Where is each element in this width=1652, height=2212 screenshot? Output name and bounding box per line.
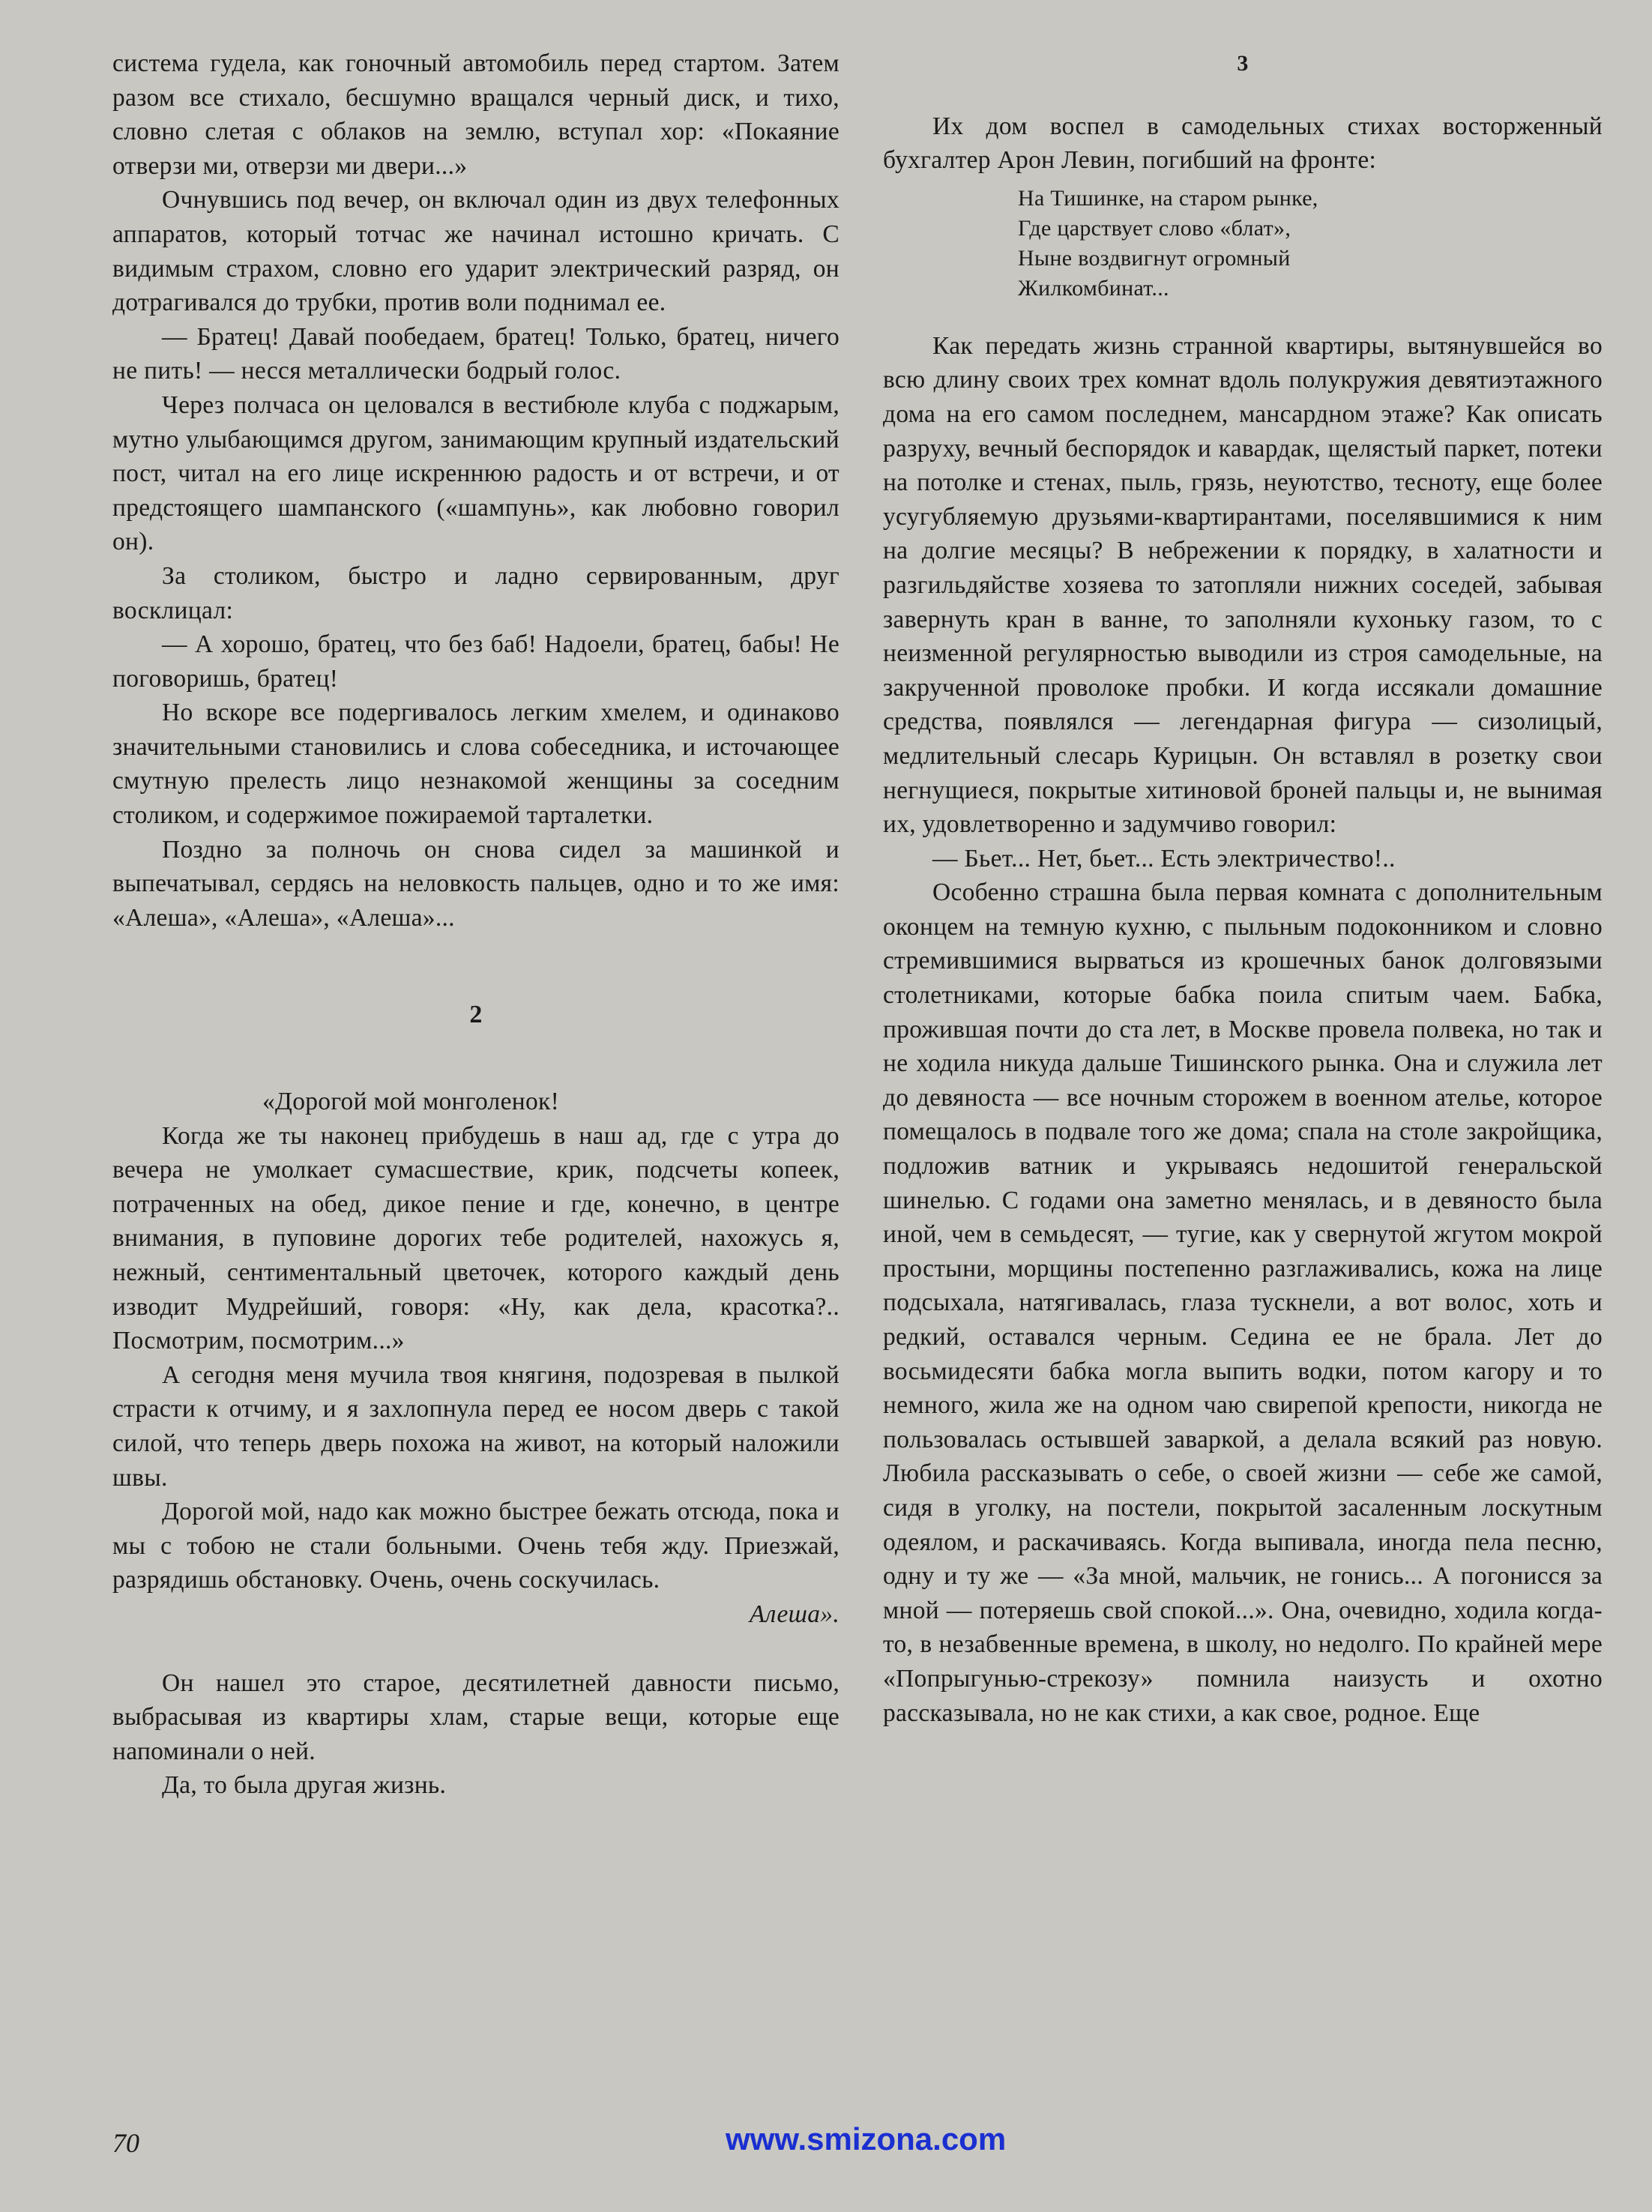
right-column [883, 46, 1603, 1730]
paragraph: Особенно страшна была первая комната с дополнительным оконцем на темную кухню, с пыльным подоконником и словно стремившимися вырваться из крошечных банок долговязыми столетниками, которые бабка поила спитым чаем. Бабка, прожившая почти до ста лет, в Москве провела полвека, но так и не ходила никуда дальше Тишинского рынка. Она и служила лет до девяноста — все ночным сторожем в военном ателье, которое помещалось в подвале того же дома; спала на столе закройщика, подложив ватник и укрываясь недошитой генеральской шинелью. С годами она заметно менялась, и в девяносто была иной, чем в семьдесят, — тугие, как у свернутой жгутом мокрой простыни, морщины постепенно разглаживались, кожа на лице подсыхала, натягивалась, глаза тускнели, а вот волос, хоть и редкий, оставался черным. Седина ее не брала. Лет до восьмидесяти бабка могла выпить водки, потом кагору и то немного, жила же на одном чаю свирепой крепости, никогда не пользовалась остывшей заваркой, а делала всякий раз новую. Любила рассказывать о себе, о своей жизни — себе же самой, сидя в уголку, на постели, покрытой засаленным лоскутным одеялом, и раскачиваясь. Когда выпивала, иногда пела песню, одну и ту же — «За мной, мальчик, не гонись... А погонисся за мной — потеряешь свой спокой...». Она, очевидно, ходила когда-то, в незабвенные времена, в школу, но недолго. По крайней мере «Попрыгунью-стрекозу» помнила наизусть и охотно рассказывала, но не как стихи, а как свое, родное. Еще [883, 879, 1603, 1727]
letter-paragraph: Дорогой мой, надо как можно быстрее бежать отсюда, пока и мы с тобою не стали больными. Очень тебя жду. Приезжай, разрядишь обстановку. Очень, очень соскучилась. [112, 1498, 839, 1594]
poem-line: Жилкомбинат... [1018, 275, 1169, 301]
paragraph: Очнувшись под вечер, он включал один из двух телефонных аппаратов, который тотчас же начинал истошно кричать. С видимым страхом, словно его ударит электрический разряд, он дотрагивался до трубки, против воли поднимал ее. [112, 186, 839, 317]
paragraph: За столиком, быстро и ладно сервированным, друг восклицал: [112, 561, 839, 624]
paragraph: — Бьет... Нет, бьет... Есть электричество!.. [932, 844, 1396, 873]
letter-paragraph: А сегодня меня мучила твоя княгиня, подозревая в пылкой страсти к отчиму, и я захлопнула перед ее носом дверь с такой силой, что теперь дверь похожа на живот, на который наложили швы. [112, 1360, 839, 1492]
poem-line: Ныне воздвигнут огромный [1018, 245, 1291, 271]
page-number: 70 [112, 2128, 139, 2158]
left-column [112, 46, 839, 1803]
website-watermark: www.smizona.com [726, 2121, 1007, 2157]
paragraph: Да, то была другая жизнь. [162, 1771, 447, 1800]
paragraph: Он нашел это старое, десятилетней давности письмо, выбрасывая из квартиры хлам, старые вещи, которые еще напоминали о ней. [112, 1669, 839, 1765]
section-number: 2 [469, 1001, 483, 1029]
letter-greeting: «Дорогой мой монголенок! [262, 1088, 560, 1116]
spacer [112, 1632, 839, 1666]
paragraph: Но вскоре все подергивалось легким хмелем, и одинаково значительными становились и слова собеседника, и источающее смутную прелесть лицо незнакомой женщины за соседним столиком, и содержимое пожираемой тарталетки. [112, 699, 839, 830]
paragraph: система гудела, как гоночный автомобиль перед стартом. Затем разом все стихало, бесшумно вращался черный диск, и тихо, словно слетая с облаков на землю, вступал хор: «Покаяние отверзи ми, отверзи ми двери...» [112, 49, 839, 180]
section-marker: 3 [1237, 51, 1249, 76]
paragraph: — А хорошо, братец, что без баб! Надоели, братец, бабы! Не поговоришь, братец! [112, 630, 839, 693]
paragraph: Через полчаса он целовался в вестибюле клуба с поджарым, мутно улыбающимся другом, занимающим крупный издательский пост, читал на его лице искреннюю радость и от встречи, и от предстоящего шампанского («шампунь», как любовно говорил он). [112, 391, 839, 556]
paragraph: — Братец! Давай пообедаем, братец! Только, братец, ничего не пить! — несся металлически бодрый голос. [112, 322, 839, 385]
letter-signature: Алеша». [749, 1600, 839, 1628]
paragraph: Как передать жизнь странной квартиры, вытянувшейся во всю длину своих трех комнат вдоль полукружия девятиэтажного дома на его самом последнем, мансардном этаже? Как описать разруху, вечный беспорядок и кавардак, щелястый паркет, потеки на потолке и стенах, пыль, грязь, неуютство, тесноту, еще более усугубляемую друзьями-квартирантами, поселявшимися к ним на долгие месяцы? В небрежении к порядку, в халатности и разгильдяйстве хозяева то затопляли нижних соседей, забывая завернуть кран в ванне, то заполняли кухоньку газом, то с неизменной регулярностью выводили из строя самодельные, на закрученной проволоке пробки. И когда иссякали домашние средства, появлялся — легендарная фигура — сизолицый, медлительный слесарь Курицын. Он вставлял в розетку свои негнущиеся, покрытые хитиновой броней пальцы и, не вынимая их, удовлетворенно и задумчиво говорил: [883, 331, 1603, 839]
poem-line: Где царствует слово «блат», [1018, 215, 1291, 241]
poem [1018, 184, 1603, 304]
paragraph: Поздно за полночь он снова сидел за машинкой и выпечатывал, сердясь на неловкость пальцев, одно и то же имя: «Алеша», «Алеша», «Алеша»... [112, 835, 839, 932]
letter-paragraph: Когда же ты наконец прибудешь в наш ад, где с утра до вечера не умолкает сумасшествие, крик, подсчеты копеек, потраченных на обед, дикое пение и где, конечно, в центре внимания, в пуповине дорогих тебе родителей, нахожусь я, нежный, сентиментальный цветочек, которого каждый день изводит Мудрейший, говоря: «Ну, как дела, красотка?.. Посмотрим, посмотрим...» [112, 1121, 839, 1355]
poem-line: На Тишинке, на старом рынке, [1018, 185, 1318, 211]
paragraph: Их дом воспел в самодельных стихах восторженный бухгалтер Арон Левин, погибший на фронте: [883, 112, 1603, 175]
